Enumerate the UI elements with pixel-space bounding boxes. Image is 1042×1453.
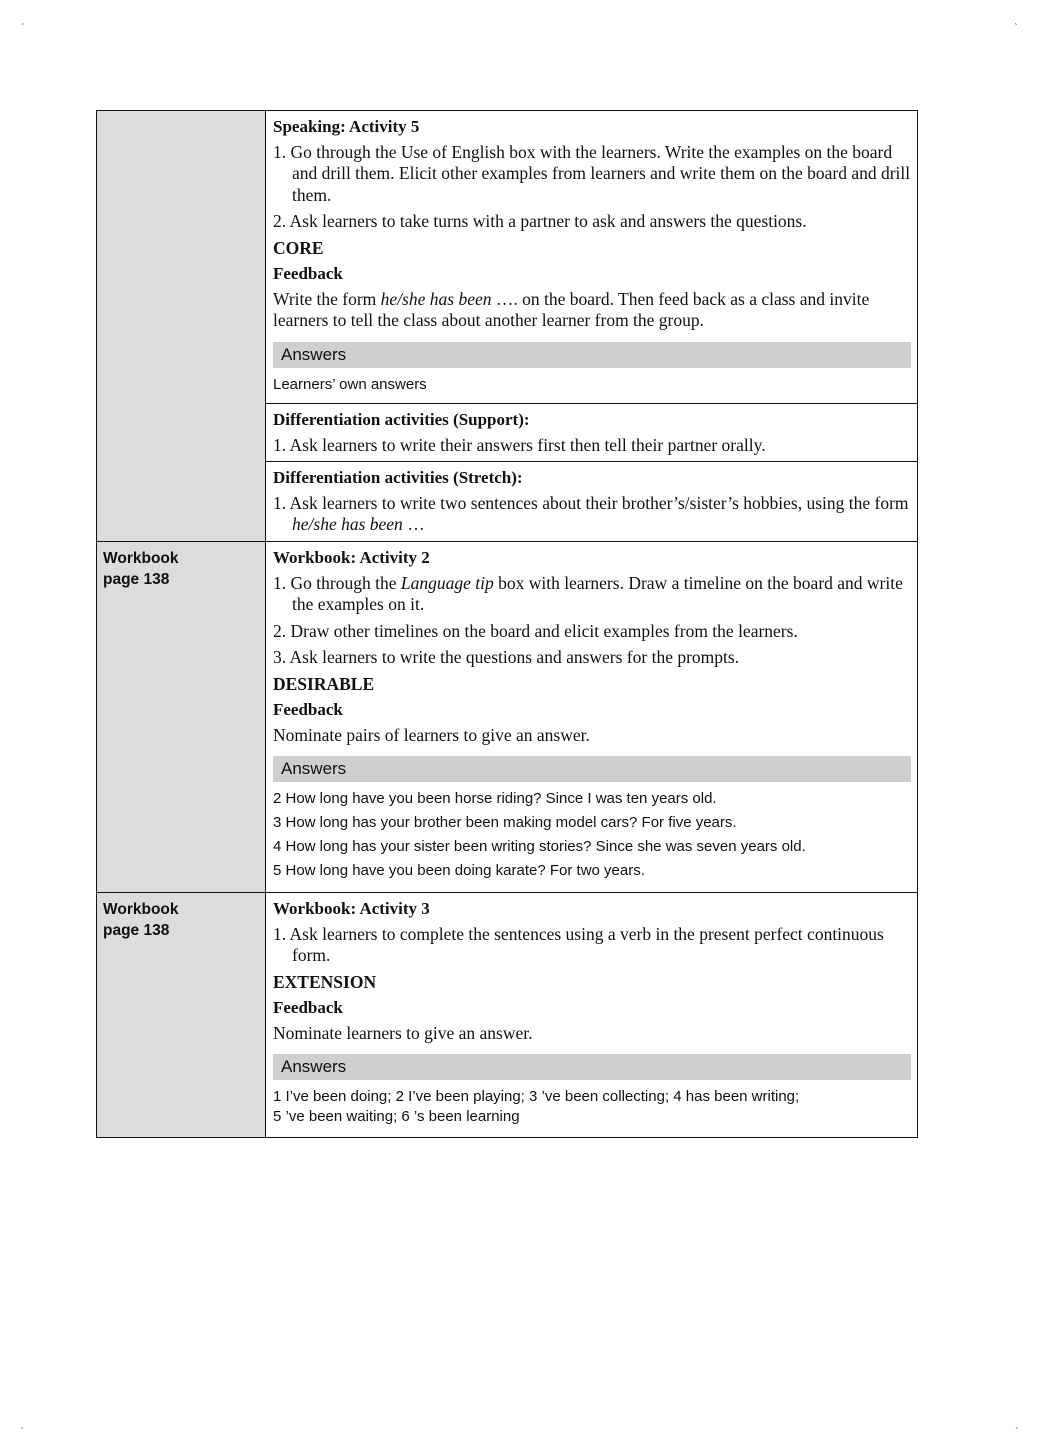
step-2: 2. Draw other timelines on the board and elicit examples from the learners. [273,620,798,641]
answers-header: Answers [273,756,911,782]
answer-line: Learners’ own answers [273,375,427,393]
feedback-label: Feedback [273,264,343,283]
side-label-line1: Workbook [103,550,179,567]
stretch-heading: Differentiation activities (Stretch): [273,468,523,487]
crop-mark-top-right: ˎ [1014,16,1019,26]
speaking-side-cell [97,111,266,542]
level-label: EXTENSION [273,971,377,992]
workbook-2-main-cell [266,542,918,893]
answer-line: 5 How long have you been doing karate? For two years. [273,862,645,879]
answer-line: 5 ’ve been waiting; 6 ’s been learning [273,1108,520,1125]
step-1 [273,573,911,616]
workbook-3-main-cell [266,893,918,1138]
support-main-cell [266,404,918,462]
step-3: 3. Ask learners to write the questions and answers for the prompts. [273,647,740,667]
answer-line: 4 How long has your sister been writing stories? Since she was seven years old. [273,838,806,855]
step-1-start: 1. Go through the [273,572,401,593]
workbook-activity-3-row [97,893,918,1138]
crop-mark-top-left: ˏ [20,16,25,26]
stretch-step-start: 1. Ask learners to write two sentences about their brother’s/sister’s hobbies, using the form [273,492,909,513]
level-label: CORE [273,237,324,258]
lesson-plan-table [96,110,918,1138]
answers-header: Answers [273,1054,911,1080]
stretch-main-cell [266,462,918,542]
crop-mark-bottom-right: ˏ [1014,1420,1019,1430]
side-label-line2: page 138 [103,922,170,939]
workbook-3-side-cell [97,893,266,1138]
workbook-activity-2-row [97,542,918,893]
level-label: DESIRABLE [273,673,375,694]
stretch-step [273,493,911,536]
step-1-italic: Language tip [400,572,494,593]
answer-line: 1 I’ve been doing; 2 I’ve been playing; 3 ’ve been collecting; 4 has been writing; [273,1088,800,1105]
activity-heading: Speaking: Activity 5 [273,117,420,136]
feedback-text-italic: he/she has been [380,288,492,309]
crop-mark-bottom-left: ˎ [20,1420,25,1430]
step-1: 1. Ask learners to complete the sentences using a verb in the present perfect continuous form. [273,923,884,965]
stretch-step-italic: he/she has been [292,514,403,534]
answer-line: 2 How long have you been horse riding? Since I was ten years old. [273,790,717,807]
side-label-line1: Workbook [103,901,179,918]
speaking-activity-row [97,111,918,404]
support-step: 1. Ask learners to write their answers first then tell their partner orally. [273,434,766,455]
answer-line: 3 How long has your brother been making model cars? For five years. [273,814,737,831]
activity-heading: Workbook: Activity 3 [273,899,430,918]
step-2: 2. Ask learners to take turns with a partner to ask and answers the questions. [273,211,807,231]
speaking-main-cell [266,111,918,404]
feedback-text [273,289,911,332]
feedback-label: Feedback [273,700,343,719]
stretch-step-end: … [402,514,425,534]
step-1: 1. Go through the Use of English box with the learners. Write the examples on the board and drill them. Elicit other examples from learners and write them on the board and drill them. [273,141,911,205]
feedback-label: Feedback [273,998,343,1017]
side-label-line2: page 138 [103,571,170,588]
step-1-end: box with learners. Draw a timeline on the board and write the examples on it. [292,572,903,614]
activity-heading: Workbook: Activity 2 [273,548,430,567]
feedback-text: Nominate learners to give an answer. [273,1022,533,1043]
feedback-text: Nominate pairs of learners to give an answer. [273,724,590,745]
feedback-text-end: …. on the board. Then feed back as a class and invite learners to tell the class about another learner from the group. [273,288,870,330]
workbook-2-side-cell [97,542,266,893]
answers-header: Answers [273,342,911,368]
feedback-text-start: Write the form [273,288,381,309]
support-heading: Differentiation activities (Support): [273,410,530,429]
